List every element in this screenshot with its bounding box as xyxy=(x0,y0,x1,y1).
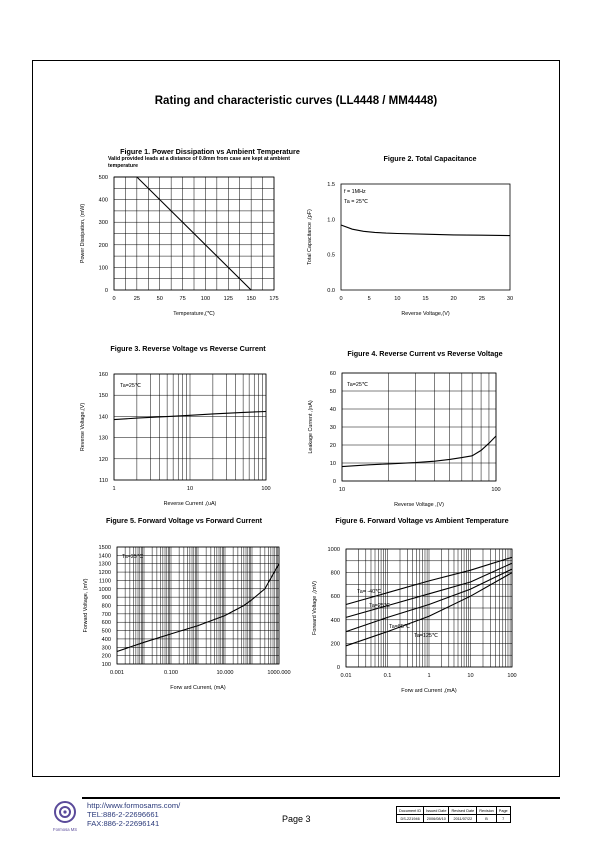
company-logo xyxy=(50,800,80,834)
chart-note-1: Valid provided leads at a distance of 0.8mm from case are kept at ambient temperature xyxy=(108,156,290,169)
chart-annotation: Ta=25℃ xyxy=(369,603,390,609)
x-tick-label: 25 xyxy=(133,296,140,302)
chart-3 xyxy=(80,372,271,507)
y-tick-label: 800 xyxy=(330,570,340,577)
x-tick-label: 10 xyxy=(186,486,194,492)
chart-title-3: Figure 3. Reverse Voltage vs Reverse Current xyxy=(110,344,266,353)
chart-5 xyxy=(83,545,291,691)
y-tick-label: 160 xyxy=(98,372,108,378)
y-tick-label: 0.0 xyxy=(327,288,335,294)
y-tick-label: 40 xyxy=(329,407,336,413)
chart-annotation: Ta= -40℃ xyxy=(357,589,382,595)
telephone: TEL:886-2-22696661 xyxy=(87,809,159,819)
x-tick-label: 0.100 xyxy=(164,670,178,676)
y-tick-label: 1000 xyxy=(327,547,340,553)
x-tick-label: 30 xyxy=(506,296,514,302)
y-tick-label: 0 xyxy=(336,665,340,671)
y-tick-label: 10 xyxy=(329,461,336,467)
table-header-cell: Revised Date xyxy=(449,807,477,815)
y-tick-label: 120 xyxy=(98,456,108,463)
chart-annotation: Ta=25℃ xyxy=(347,382,368,388)
x-tick-label: 5 xyxy=(367,296,371,302)
y-tick-label: 300 xyxy=(101,645,111,652)
table-header-cell: Revision xyxy=(477,807,497,815)
x-tick-label: 10.000 xyxy=(216,670,234,676)
table-header-cell: Issued Date xyxy=(424,807,449,815)
x-axis-label: Temperature,(℃) xyxy=(173,311,215,317)
y-tick-label: 1400 xyxy=(98,553,111,560)
chart-4 xyxy=(308,371,501,508)
y-axis-label: Forward Voltage, (mV) xyxy=(83,578,89,633)
x-tick-label: 100 xyxy=(507,673,517,679)
y-tick-label: 800 xyxy=(101,603,111,610)
chart-6 xyxy=(312,547,517,694)
y-tick-label: 900 xyxy=(101,595,111,602)
x-tick-label: 0.001 xyxy=(110,670,124,676)
table-cell: 7 xyxy=(496,815,510,823)
x-tick-label: 100 xyxy=(200,296,211,302)
y-tick-label: 600 xyxy=(330,594,340,601)
table-cell: 2011/07/22 xyxy=(449,815,477,823)
y-tick-label: 700 xyxy=(101,611,111,618)
y-tick-label: 1200 xyxy=(98,570,111,577)
y-axis-label: Total Capacitance ,(pF) xyxy=(307,209,313,265)
y-tick-label: 30 xyxy=(329,425,336,431)
x-tick-label: 0 xyxy=(112,296,116,302)
x-tick-label: 1000.000 xyxy=(267,670,291,676)
x-tick-label: 0.01 xyxy=(340,673,352,679)
series-line-1 xyxy=(341,225,510,236)
fax: FAX:886-2-22696141 xyxy=(87,818,160,828)
y-tick-label: 0.5 xyxy=(327,252,335,259)
y-tick-label: 130 xyxy=(98,435,108,442)
y-tick-label: 1500 xyxy=(98,545,111,551)
x-tick-label: 20 xyxy=(450,296,457,302)
x-axis-label: Reverse Current ,(uA) xyxy=(163,501,217,507)
x-tick-label: 1 xyxy=(427,673,431,679)
x-tick-label: 0 xyxy=(339,296,343,302)
x-tick-label: 10 xyxy=(394,296,401,302)
chart-1 xyxy=(80,175,279,317)
y-tick-label: 150 xyxy=(98,393,108,400)
chart-title-6: Figure 6. Forward Voltage vs Ambient Temperature xyxy=(335,516,509,525)
chart-annotation: Ta=25℃ xyxy=(120,383,141,389)
y-tick-label: 400 xyxy=(330,617,340,624)
y-tick-label: 1.0 xyxy=(327,217,335,224)
chart-2 xyxy=(307,182,513,317)
table-cell: DS-221946 xyxy=(397,815,424,823)
x-tick-label: 100 xyxy=(491,487,501,493)
chart-annotation: Ta=85℃ xyxy=(389,624,410,630)
y-axis-label: Reverse Voltage,(V) xyxy=(80,402,86,452)
table-cell: B xyxy=(477,815,497,823)
y-tick-label: 600 xyxy=(101,620,111,627)
y-tick-label: 200 xyxy=(98,242,108,249)
y-tick-label: 140 xyxy=(98,414,108,421)
y-tick-label: 110 xyxy=(99,478,108,484)
x-axis-label: Forw ard Current, (mA) xyxy=(170,685,226,691)
x-tick-label: 75 xyxy=(179,296,186,302)
x-tick-label: 175 xyxy=(269,296,279,302)
document-info-table xyxy=(396,806,511,823)
chart-title-5: Figure 5. Forward Voltage vs Forward Current xyxy=(105,516,263,525)
x-tick-label: 50 xyxy=(156,296,163,302)
y-axis-label: Forward Voltage ,(mV) xyxy=(312,581,318,635)
x-tick-label: 10 xyxy=(338,487,346,493)
y-tick-label: 1100 xyxy=(98,578,111,585)
x-tick-label: 150 xyxy=(246,296,256,302)
x-tick-label: 25 xyxy=(478,296,485,302)
x-tick-label: 15 xyxy=(422,296,429,302)
y-tick-label: 1300 xyxy=(98,561,111,568)
y-axis-label: Power Dissipation, (mW) xyxy=(80,203,86,264)
y-tick-label: 1000 xyxy=(98,586,111,593)
y-tick-label: 500 xyxy=(98,175,108,181)
y-axis-label: Leakage Current ,(nA) xyxy=(308,400,314,454)
chart-title-2: Figure 2. Total Capacitance xyxy=(383,154,477,163)
chart-annotation: Ta=25℃ xyxy=(122,554,143,560)
x-axis-label: Reverse Voltage ,(V) xyxy=(394,502,444,508)
x-tick-label: 1 xyxy=(112,486,116,492)
y-tick-label: 60 xyxy=(329,371,336,377)
chart-annotation: f = 1MHz xyxy=(344,189,366,195)
x-tick-label: 0.1 xyxy=(383,673,392,679)
y-tick-label: 400 xyxy=(101,636,111,643)
page-number: Page 3 xyxy=(282,814,311,824)
x-axis-label: Reverse Voltage,(V) xyxy=(401,311,450,317)
y-tick-label: 200 xyxy=(330,641,340,648)
table-header-row xyxy=(397,807,511,815)
x-tick-label: 125 xyxy=(223,296,233,302)
logo-text: Formosa MS xyxy=(53,827,77,832)
page-title: Rating and characteristic curves (LL4448 / MM4448) xyxy=(154,95,438,107)
y-tick-label: 100 xyxy=(101,662,111,668)
y-tick-label: 1.5 xyxy=(327,182,335,188)
chart-annotation: Ta = 25℃ xyxy=(344,199,368,205)
website-link[interactable]: http://www.formosams.com/ xyxy=(87,801,181,810)
chart-annotation: Ta=125℃ xyxy=(414,633,438,639)
table-row xyxy=(397,815,511,823)
x-axis-label: Forw ard Current ,(mA) xyxy=(401,688,457,694)
y-tick-label: 400 xyxy=(98,197,108,204)
y-tick-label: 20 xyxy=(329,443,336,449)
footer-rule xyxy=(82,797,560,799)
chart-title-1: Figure 1. Power Dissipation vs Ambient Temperature xyxy=(120,147,300,156)
y-tick-label: 50 xyxy=(329,389,336,395)
table-cell: 2006/08/10 xyxy=(424,815,449,823)
y-tick-label: 100 xyxy=(98,265,108,272)
table-header-cell: Page xyxy=(496,807,510,815)
y-tick-label: 0 xyxy=(104,288,108,294)
y-tick-label: 0 xyxy=(332,479,336,485)
series-line-1 xyxy=(342,436,496,467)
contact-info xyxy=(87,802,180,828)
x-tick-label: 10 xyxy=(467,673,474,679)
y-tick-label: 300 xyxy=(98,220,108,227)
table-header-cell: Document ID xyxy=(397,807,424,815)
y-tick-label: 500 xyxy=(101,628,111,635)
chart-title-4: Figure 4. Reverse Current vs Reverse Voltage xyxy=(347,349,503,358)
y-tick-label: 200 xyxy=(101,653,111,660)
x-tick-label: 100 xyxy=(261,486,271,492)
